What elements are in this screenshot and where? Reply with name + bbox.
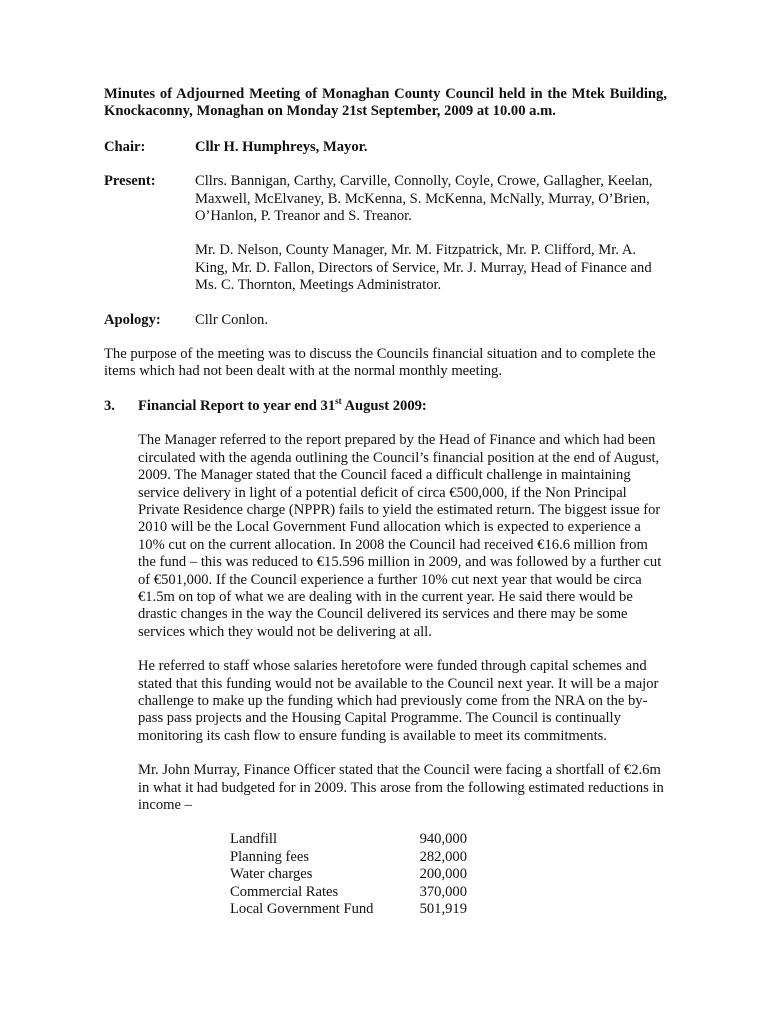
reduction-item: Landfill bbox=[230, 831, 278, 848]
section-body bbox=[138, 432, 667, 918]
present-label: Present: bbox=[104, 173, 156, 190]
minutes-content bbox=[104, 86, 667, 918]
reduction-item: Water charges bbox=[230, 866, 313, 883]
chair-value: Cllr H. Humphreys, Mayor. bbox=[195, 138, 368, 155]
reduction-amount: 370,000 bbox=[419, 883, 467, 900]
section-paragraph: The Manager referred to the report prepared by the Head of Finance and which had been circulated with the agenda outlining the Council’s financial position at the end of August, 2009. The Manager stated that the Council faced a difficult challenge in maintaining service delivery in light of a potential deficit of circa €500,000, if the Non Principal Private Residence charge (NPPR) fails to yield the estimated return. The biggest issue for 2010 will be the Local Government Fund allocation which is expected to experience a 10% cut on the current allocation. In 2008 the Council had received €16.6 million from the fund – this was reduced to €15.596 million in 2009, and was followed by a further cut of €501,000. If the Council experience a further 10% cut next year that would be circa €1.5m on top of what we are dealing with in the current year. He said there would be drastic changes in the way the Council delivered its services and there may be some services which they would not be delivering at all. bbox=[138, 432, 662, 640]
section-paragraph: Mr. John Murray, Finance Officer stated that the Council were facing a shortfall of €2.6m in what it had budgeted for in 2009. This arose from the following estimated reductions in income – bbox=[138, 762, 664, 813]
section-heading bbox=[104, 398, 667, 415]
reduction-amount: 200,000 bbox=[419, 866, 467, 883]
section-title-tail: August 2009: bbox=[341, 397, 427, 414]
table-row bbox=[230, 866, 467, 883]
apology-value: Cllr Conlon. bbox=[195, 311, 268, 328]
apology-label: Apology: bbox=[104, 311, 161, 328]
section-number: 3. bbox=[104, 397, 115, 414]
table-row bbox=[230, 849, 467, 866]
income-reductions-table bbox=[230, 831, 467, 918]
table-row bbox=[230, 901, 467, 918]
section-title bbox=[138, 398, 427, 415]
present-value bbox=[195, 173, 667, 294]
reduction-amount: 940,000 bbox=[419, 831, 467, 848]
reduction-amount: 282,000 bbox=[419, 848, 467, 865]
present-row bbox=[104, 173, 667, 294]
purpose-paragraph: The purpose of the meeting was to discuss the Councils financial situation and to complete the items which had not been dealt with at the normal monthly meeting. bbox=[104, 346, 656, 380]
present-officials: Mr. D. Nelson, County Manager, Mr. M. Fitzpatrick, Mr. P. Clifford, Mr. A. King, Mr. D. Fallon, Directors of Service, Mr. J. Murray, Head of Finance and Ms. C. Thornton, Meetings Administrator. bbox=[195, 242, 652, 294]
section-title-main: Financial Report to year end 31 bbox=[138, 397, 336, 414]
table-row bbox=[230, 831, 467, 848]
reduction-item: Local Government Fund bbox=[230, 901, 374, 918]
present-councillors: Cllrs. Bannigan, Carthy, Carville, Connolly, Coyle, Crowe, Gallagher, Keelan, Maxwell, McElvaney, B. McKenna, S. McKenna, McNally, Murray, O’Brien, O’Hanlon, P. Treanor and S. Treanor. bbox=[195, 173, 653, 225]
reduction-item: Planning fees bbox=[230, 848, 310, 865]
document-title: Minutes of Adjourned Meeting of Monaghan County Council held in the Mtek Building, Knockaconny, Monaghan on Monday 21st September, 2009 at 10.00 a.m. bbox=[104, 86, 667, 120]
apology-row bbox=[104, 312, 667, 329]
chair-label: Chair: bbox=[104, 138, 146, 155]
reduction-amount: 501,919 bbox=[419, 901, 467, 918]
reduction-item: Commercial Rates bbox=[230, 883, 339, 900]
section-title-superscript: st bbox=[335, 396, 342, 407]
section-paragraph: He referred to staff whose salaries heretofore were funded through capital schemes and stated that this funding would not be available to the Council next year. It will be a major challenge to make up the funding which had previously come from the NRA on the by-pass pass projects and the Housing Capital Programme. The Council is continually monitoring its cash flow to ensure funding is available to meet its commitments. bbox=[138, 658, 659, 744]
table-row bbox=[230, 884, 467, 901]
chair-row bbox=[104, 139, 667, 156]
